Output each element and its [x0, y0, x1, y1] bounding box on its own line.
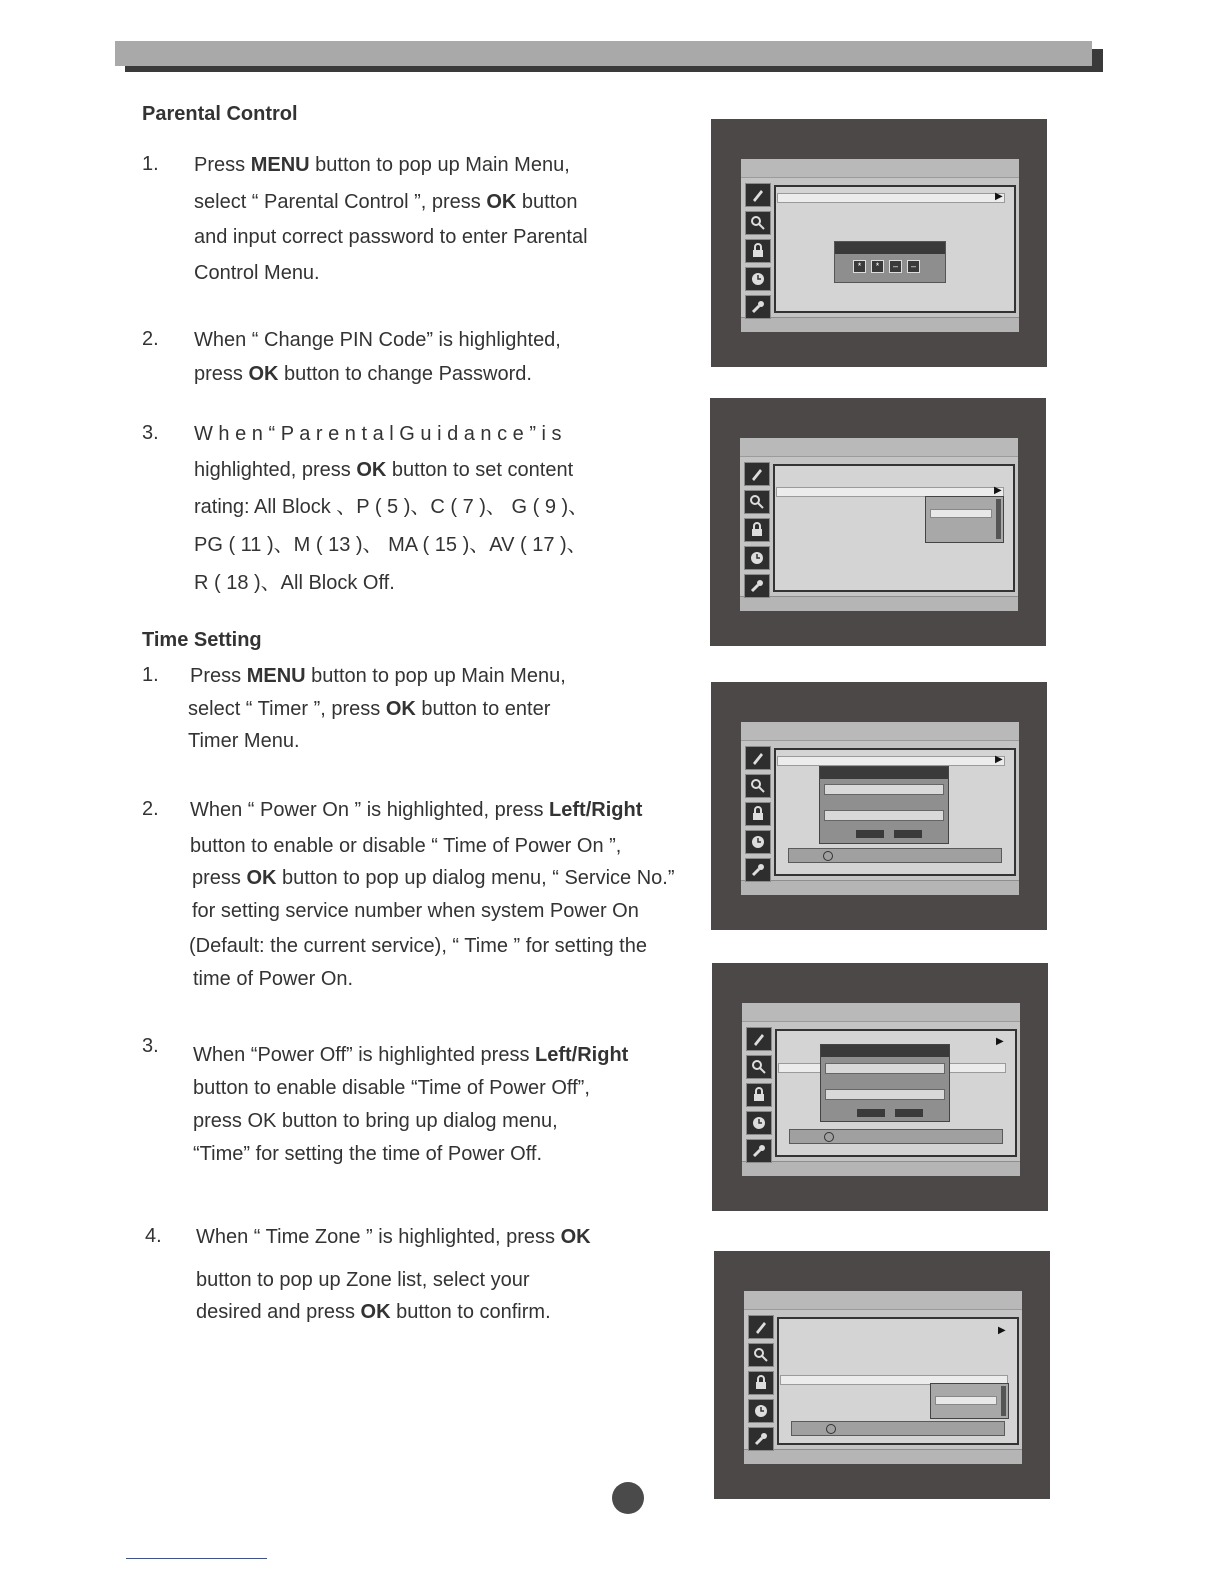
step-text: Press MENU button to pop up Main Menu,	[194, 154, 570, 176]
pin-dialog	[834, 241, 946, 283]
wrench-icon	[745, 295, 771, 319]
screenshot-time-zone: ▶	[714, 1251, 1050, 1499]
search-icon	[746, 1055, 772, 1079]
step-text: Timer Menu.	[188, 730, 300, 752]
check-icon	[823, 851, 833, 861]
step-text: W h e n “ P a r e n t a l G u i d a n c e ” i s	[194, 423, 562, 445]
clock-icon	[746, 1111, 772, 1135]
step-text: desired and press OK button to confirm.	[196, 1301, 551, 1323]
wrench-icon	[746, 1139, 772, 1163]
step-text: When “ Time Zone ” is highlighted, press OK	[196, 1226, 591, 1248]
lock-icon	[744, 518, 770, 542]
step-text: button to pop up Zone list, select your	[196, 1269, 530, 1291]
step-text: R ( 18 )、All Block Off.	[194, 572, 395, 594]
header-bar	[115, 41, 1092, 66]
footer-line	[126, 1558, 267, 1559]
step-text: Control Menu.	[194, 262, 320, 284]
step-text: (Default: the current service), “ Time ” for setting the	[189, 935, 647, 957]
step-text: Press MENU button to pop up Main Menu,	[190, 665, 566, 687]
step-number: 2.	[142, 328, 159, 350]
step-text: press OK button to pop up dialog menu, “ Service No.”	[192, 867, 675, 889]
step-text: and input correct password to enter Parental	[194, 226, 588, 248]
lock-icon	[745, 239, 771, 263]
step-text: When “ Change PIN Code” is highlighted,	[194, 329, 561, 351]
check-icon	[824, 1132, 834, 1142]
pin-digit: –	[907, 260, 920, 273]
search-icon	[745, 211, 771, 235]
step-text: time of Power On.	[193, 968, 354, 990]
clock-icon	[744, 546, 770, 570]
search-icon	[748, 1343, 774, 1367]
step-text: press OK button to bring up dialog menu,	[193, 1110, 558, 1132]
lock-icon	[746, 1083, 772, 1107]
step-text: button to enable disable “Time of Power Off”,	[193, 1077, 590, 1099]
pencil-icon	[744, 462, 770, 486]
lock-icon	[748, 1371, 774, 1395]
parental-control-title: Parental Control	[142, 103, 298, 125]
step-text: highlighted, press OK button to set content	[194, 459, 574, 481]
time-setting-title: Time Setting	[142, 629, 262, 651]
screenshot-parental-guidance: ▶	[710, 398, 1046, 646]
lock-icon	[745, 802, 771, 826]
screenshot-power-off: ▶	[712, 963, 1048, 1211]
pin-digit: –	[889, 260, 902, 273]
wrench-icon	[745, 858, 771, 882]
step-text: When “Power Off” is highlighted press Left/Right	[193, 1044, 629, 1066]
step-text: select “ Parental Control ”, press OK button	[194, 191, 578, 213]
check-icon	[826, 1424, 836, 1434]
pencil-icon	[746, 1027, 772, 1051]
pencil-icon	[748, 1315, 774, 1339]
pencil-icon	[745, 183, 771, 207]
step-number: 2.	[142, 798, 159, 820]
screenshot-power-on: ▶	[711, 682, 1047, 930]
power-off-dialog	[820, 1044, 950, 1122]
page-number-circle	[612, 1482, 644, 1514]
step-number: 4.	[145, 1225, 162, 1247]
pin-digit: *	[871, 260, 884, 273]
step-text: button to enable or disable “ Time of Power On ”,	[190, 835, 622, 857]
clock-icon	[748, 1399, 774, 1423]
pencil-icon	[745, 746, 771, 770]
step-number: 3.	[142, 422, 159, 444]
pin-digit: *	[853, 260, 866, 273]
wrench-icon	[744, 574, 770, 598]
step-text: for setting service number when system Power On	[192, 900, 639, 922]
step-number: 3.	[142, 1035, 159, 1057]
rating-dropdown	[925, 496, 1004, 543]
power-on-dialog	[819, 766, 949, 844]
step-text: select “ Timer ”, press OK button to enter	[188, 698, 551, 720]
step-text: When “ Power On ” is highlighted, press Left/Right	[190, 799, 643, 821]
step-text: press OK button to change Password.	[194, 363, 532, 385]
step-text: PG ( 11 )、M ( 13 )、 MA ( 15 )、AV ( 17 )、	[194, 534, 587, 556]
step-number: 1.	[142, 153, 159, 175]
clock-icon	[745, 267, 771, 291]
search-icon	[745, 774, 771, 798]
wrench-icon	[748, 1427, 774, 1451]
step-number: 1.	[142, 664, 159, 686]
clock-icon	[745, 830, 771, 854]
zone-dropdown	[930, 1383, 1009, 1419]
search-icon	[744, 490, 770, 514]
step-text: “Time” for setting the time of Power Off.	[193, 1143, 543, 1165]
step-text: rating: All Block 、P ( 5 )、C ( 7 )、 G ( 9 )、	[194, 496, 589, 518]
screenshot-pin-entry: ▶ * * – –	[711, 119, 1047, 367]
